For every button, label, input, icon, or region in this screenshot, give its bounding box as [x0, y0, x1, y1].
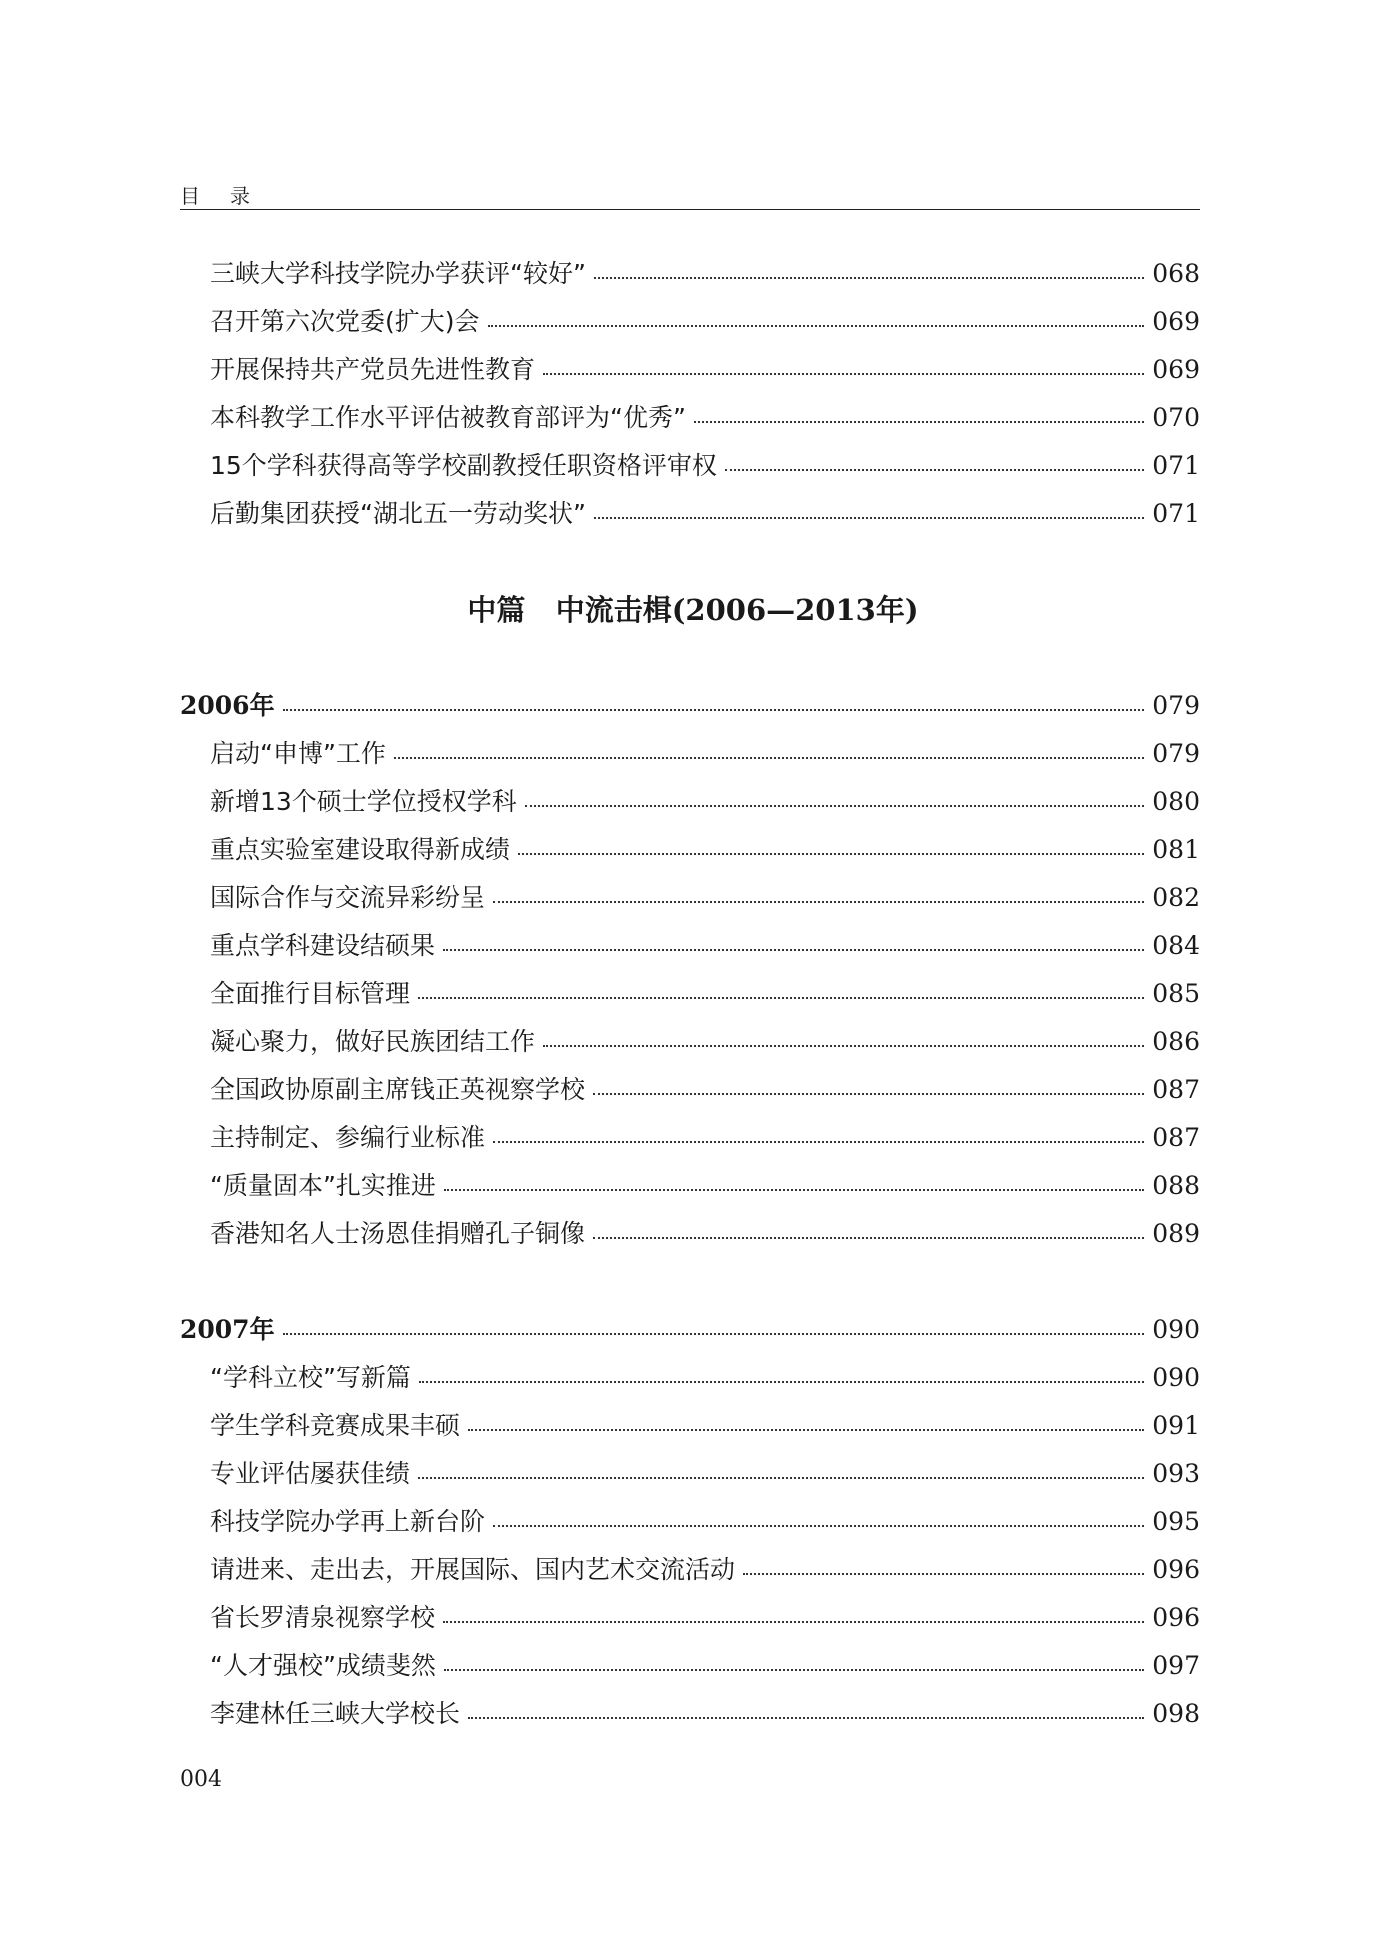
toc-entry-page: 081	[1152, 835, 1200, 864]
toc-entry-title: 请进来、走出去，开展国际、国内艺术交流活动	[210, 1555, 736, 1584]
leader-dots	[283, 1333, 1145, 1335]
toc-entry[interactable]	[210, 446, 1200, 480]
leader-dots	[418, 1477, 1144, 1479]
toc-entry-page: 085	[1152, 979, 1200, 1008]
header-rule	[180, 209, 1200, 210]
toc-entry-title: “人才强校”成绩斐然	[210, 1651, 436, 1680]
toc-entry-title: 三峡大学科技学院办学获评“较好”	[210, 259, 586, 288]
toc-entry-page: 098	[1152, 1699, 1200, 1728]
toc-entry-title: 香港知名人士汤恩佳捐赠孔子铜像	[210, 1219, 586, 1248]
toc-entry[interactable]	[210, 926, 1200, 960]
toc-entry-title: 重点实验室建设取得新成绩	[210, 835, 511, 864]
toc-entry-page: 080	[1152, 787, 1200, 816]
toc-year-heading[interactable]	[180, 686, 1200, 720]
toc-entry[interactable]	[210, 1070, 1200, 1104]
toc-entry[interactable]	[210, 1502, 1200, 1536]
leader-dots	[743, 1573, 1144, 1575]
toc-entry-title: 15个学科获得高等学校副教授任职资格评审权	[210, 451, 717, 480]
toc-entry-title: 主持制定、参编行业标准	[210, 1123, 486, 1152]
leader-dots	[493, 1141, 1144, 1143]
toc-entry-page: 070	[1152, 403, 1200, 432]
toc-entry-title: 专业评估屡获佳绩	[210, 1459, 411, 1488]
toc-entry[interactable]	[210, 1406, 1200, 1440]
toc-entry-page: 086	[1152, 1027, 1200, 1056]
page-number: 004	[180, 1767, 222, 1792]
toc-entry[interactable]	[210, 734, 1200, 768]
leader-dots	[419, 1381, 1144, 1383]
toc-entry[interactable]	[210, 254, 1200, 288]
leader-dots	[725, 469, 1144, 471]
leader-dots	[444, 1189, 1144, 1191]
toc-entry-page: 069	[1152, 307, 1200, 336]
toc-entry-page: 071	[1152, 499, 1200, 528]
part-title: 中篇 中流击楫(2006—2013年)	[467, 593, 919, 627]
toc-entry-page: 087	[1152, 1075, 1200, 1104]
toc-entry-page: 071	[1152, 451, 1200, 480]
leader-dots	[593, 1093, 1144, 1095]
toc-entry-title: 凝心聚力，做好民族团结工作	[210, 1027, 536, 1056]
toc-entry-title: “质量固本”扎实推进	[210, 1171, 436, 1200]
toc-entry[interactable]	[210, 302, 1200, 336]
leader-dots	[543, 373, 1144, 375]
toc-entry-title: 学生学科竞赛成果丰硕	[210, 1411, 461, 1440]
toc-entry-title: 开展保持共产党员先进性教育	[210, 355, 536, 384]
toc-entry[interactable]	[210, 1454, 1200, 1488]
leader-dots	[594, 517, 1144, 519]
toc-entry[interactable]	[210, 1646, 1200, 1680]
toc-entry[interactable]	[210, 1550, 1200, 1584]
toc-entry-page: 082	[1152, 883, 1200, 912]
toc-entry[interactable]	[210, 398, 1200, 432]
leader-dots	[444, 1669, 1144, 1671]
toc-entry[interactable]	[210, 830, 1200, 864]
toc-entry[interactable]	[210, 974, 1200, 1008]
leader-dots	[488, 325, 1145, 327]
leader-dots	[468, 1429, 1144, 1431]
toc-entry-title: 全面推行目标管理	[210, 979, 411, 1008]
leader-dots	[468, 1717, 1144, 1719]
toc-entry-page: 090	[1152, 1363, 1200, 1392]
leader-dots	[443, 949, 1144, 951]
toc-entry-page: 097	[1152, 1651, 1200, 1680]
toc-entry-page: 079	[1152, 739, 1200, 768]
leader-dots	[518, 853, 1144, 855]
toc-entry-page: 091	[1152, 1411, 1200, 1440]
toc-entry[interactable]	[210, 1166, 1200, 1200]
leader-dots	[443, 1621, 1144, 1623]
leader-dots	[394, 757, 1144, 759]
toc-entry[interactable]	[210, 494, 1200, 528]
toc-entry-page: 068	[1152, 259, 1200, 288]
toc-entry-title: 新增13个硕士学位授权学科	[210, 787, 517, 816]
toc-year-title: 2006年	[180, 691, 275, 720]
toc-entry[interactable]	[210, 1214, 1200, 1248]
toc-year-title: 2007年	[180, 1315, 275, 1344]
toc-entry[interactable]	[210, 1118, 1200, 1152]
toc-entry-page: 069	[1152, 355, 1200, 384]
toc-entry-page: 093	[1152, 1459, 1200, 1488]
toc-entry-page: 096	[1152, 1603, 1200, 1632]
leader-dots	[593, 1237, 1144, 1239]
toc-entry-title: 科技学院办学再上新台阶	[210, 1507, 486, 1536]
toc-entry-page: 090	[1152, 1315, 1200, 1344]
leader-dots	[418, 997, 1144, 999]
toc-entry-page: 095	[1152, 1507, 1200, 1536]
toc-entry[interactable]	[210, 1022, 1200, 1056]
toc-entry[interactable]	[210, 350, 1200, 384]
toc-entry[interactable]	[210, 782, 1200, 816]
leader-dots	[594, 277, 1144, 279]
toc-entry[interactable]	[210, 1358, 1200, 1392]
leader-dots	[283, 709, 1145, 711]
toc-entry-page: 096	[1152, 1555, 1200, 1584]
toc-entry-title: 召开第六次党委(扩大)会	[210, 307, 480, 336]
toc-entry-title: 启动“申博”工作	[210, 739, 386, 768]
running-header: 目录	[180, 184, 280, 208]
leader-dots	[694, 421, 1144, 423]
leader-dots	[543, 1045, 1144, 1047]
leader-dots	[525, 805, 1144, 807]
toc-entry-page: 088	[1152, 1171, 1200, 1200]
toc-entry-title: “学科立校”写新篇	[210, 1363, 411, 1392]
toc-entry[interactable]	[210, 1694, 1200, 1728]
leader-dots	[493, 901, 1144, 903]
toc-entry-title: 重点学科建设结硕果	[210, 931, 436, 960]
toc-entry-title: 李建林任三峡大学校长	[210, 1699, 461, 1728]
toc-entry-page: 087	[1152, 1123, 1200, 1152]
toc-year-heading[interactable]	[180, 1310, 1200, 1344]
toc-entry-title: 后勤集团获授“湖北五一劳动奖状”	[210, 499, 586, 528]
leader-dots	[493, 1525, 1144, 1527]
toc-entry-title: 本科教学工作水平评估被教育部评为“优秀”	[210, 403, 686, 432]
toc-entry-page: 084	[1152, 931, 1200, 960]
toc-entry-page: 079	[1152, 691, 1200, 720]
toc-entry[interactable]	[210, 878, 1200, 912]
toc-entry[interactable]	[210, 1598, 1200, 1632]
toc-entry-title: 国际合作与交流异彩纷呈	[210, 883, 486, 912]
toc-entry-title: 省长罗清泉视察学校	[210, 1603, 436, 1632]
toc-entry-title: 全国政协原副主席钱正英视察学校	[210, 1075, 586, 1104]
toc-entry-page: 089	[1152, 1219, 1200, 1248]
